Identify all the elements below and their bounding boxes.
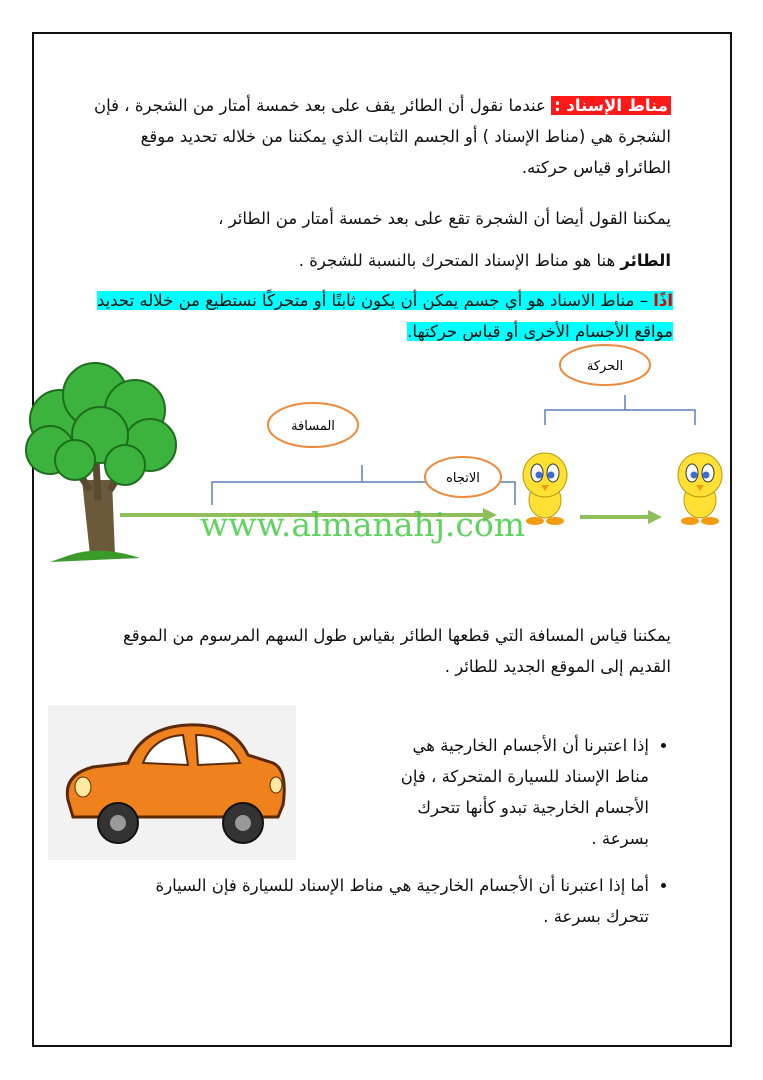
conclusion-text: – مناط الاسناد هو أي جسم يمكن أن يكون ثابتًا أو متحركًا نستطيع من خلاله تحديد مواقع الأجسام الأخرى أو قياس حركتها. [97,291,673,341]
bird-new-position [678,453,722,525]
paragraph-conclusion [88,285,673,347]
label-distance: المسافة [291,419,335,434]
conclusion-lead: اذًا [653,291,673,310]
paragraph-bird-moving [91,245,671,276]
bullet-list-1 [391,730,671,854]
bird-word: الطائر [620,251,671,270]
motion-bracket [545,395,695,425]
bullet-item-1: • إذا اعتبرنا أن الأجسام الخارجية هي مناط الإسناد للسيارة المتحركة ، فإن الأجسام الخارجية تبدو كأنها تتحرك بسرعة . [391,730,649,854]
label-direction: الاتجاه [446,471,480,486]
bird-old-position [523,453,567,525]
motion-arrow [580,510,662,524]
term-reference-frame: مناط الإسناد : [551,96,671,115]
motion-diagram [0,340,763,580]
watermark: www.almanahj.com [200,505,526,544]
bullet-list-2 [131,870,671,932]
tree-image [26,363,176,562]
car-image [48,705,296,860]
paragraph-bird-text: هنا هو مناط الإسناد المتحرك بالنسبة للشجرة . [298,251,621,270]
paragraph-tree-distance: يمكننا القول أيضا أن الشجرة تقع على بعد خمسة أمتار من الطائر ، [218,209,671,228]
paragraph-measure-distance: يمكننا قياس المسافة التي قطعها الطائر بقياس طول السهم المرسوم من الموقع القديم إلى الموقع الجديد للطائر . [122,626,671,676]
conclusion-highlight [97,291,673,341]
paragraph-definition [91,90,671,183]
bullet-item-2: • أما إذا اعتبرنا أن الأجسام الخارجية هي مناط الإسناد للسيارة فإن السيارة تتحرك بسرعة . [131,870,649,932]
label-motion: الحركة [586,359,624,374]
paragraph-definition-text: عندما نقول أن الطائر يقف على بعد خمسة أمتار من الشجرة ، فإن الشجرة هي (مناط الإسناد ) أو الجسم الثابت الذي يمكننا من خلاله تحديد موقع الطائراو قياس حركته. [94,96,671,177]
